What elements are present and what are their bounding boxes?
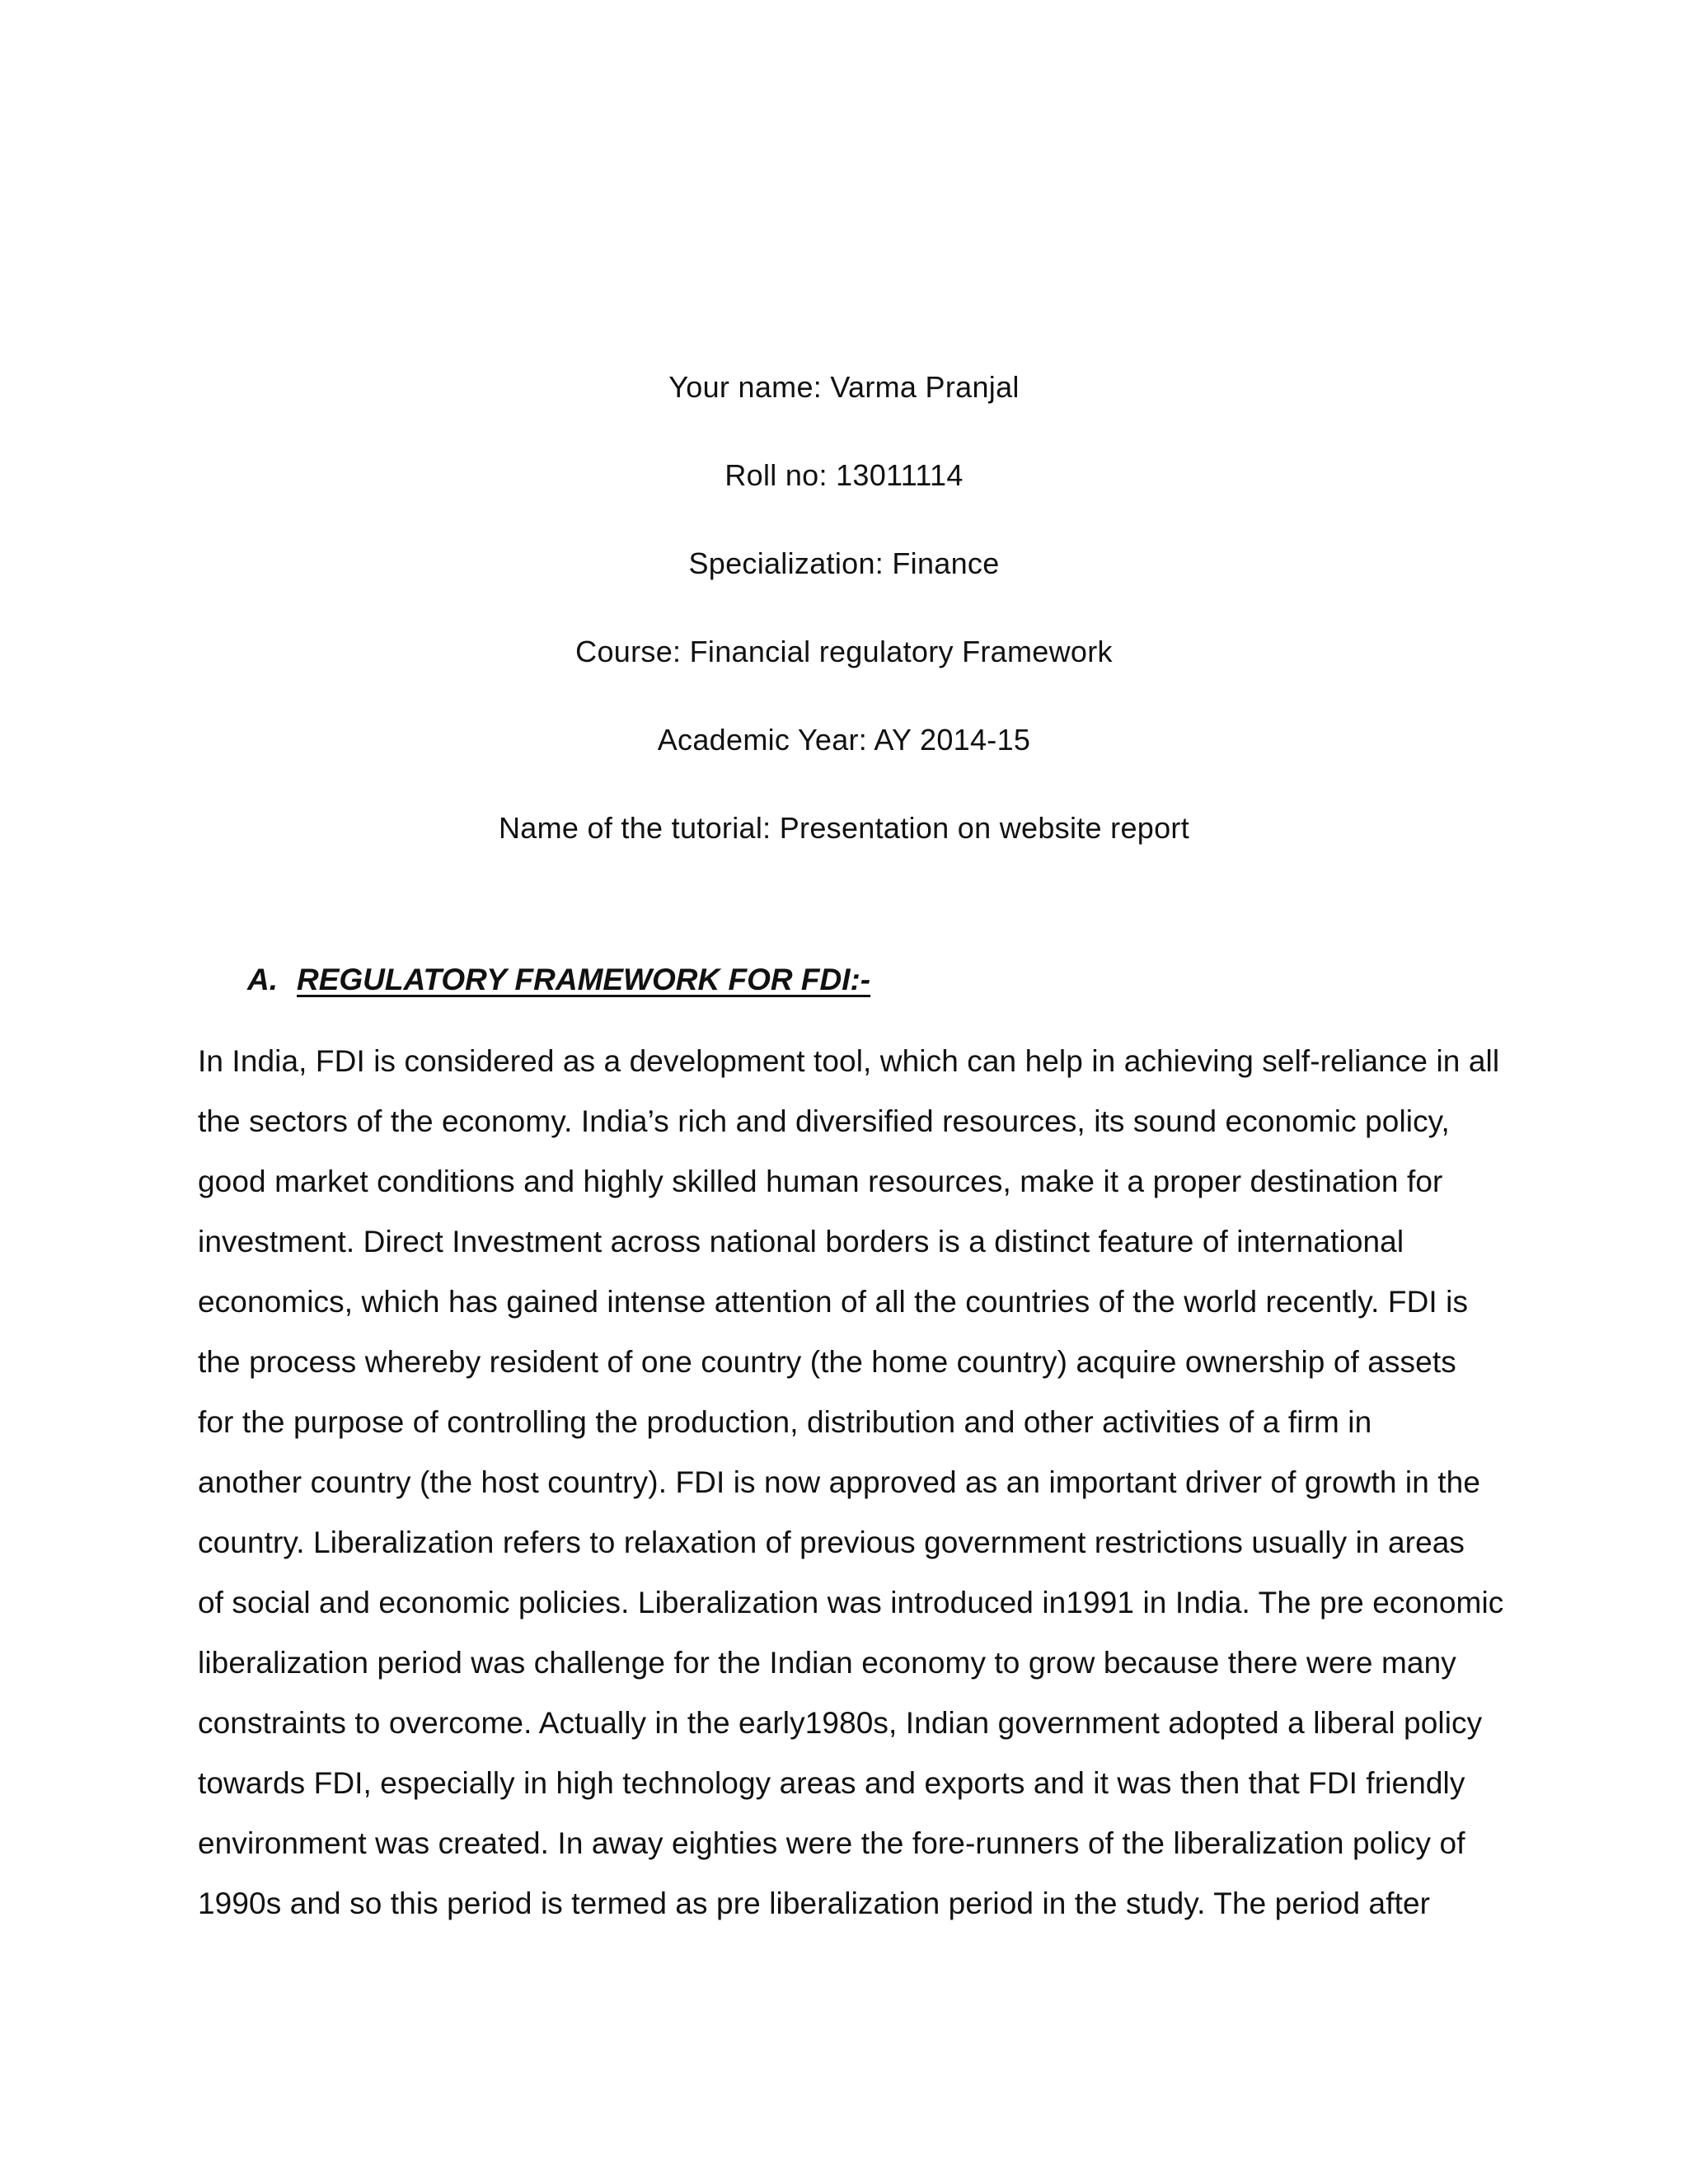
paragraph-line: for the purpose of controlling the production, distribution and other activities of a firm in bbox=[198, 1405, 1372, 1439]
course-name: Course: Financial regulatory Framework bbox=[575, 635, 1113, 668]
paragraph-line: the process whereby resident of one country (the home country) acquire ownership of assets bbox=[198, 1345, 1456, 1379]
paragraph-line: good market conditions and highly skilled human resources, make it a proper destination for bbox=[198, 1165, 1443, 1198]
section-heading bbox=[247, 963, 870, 997]
paragraph-line: towards FDI, especially in high technology areas and exports and it was then that FDI friendly bbox=[198, 1766, 1465, 1800]
paragraph-line: the sectors of the economy. India’s rich and diversified resources, its sound economic policy, bbox=[198, 1104, 1450, 1138]
specialization: Specialization: Finance bbox=[688, 546, 1000, 580]
tutorial-name: Name of the tutorial: Presentation on website report bbox=[498, 811, 1190, 845]
paragraph-line: 1990s and so this period is termed as pre liberalization period in the study. The period after bbox=[198, 1886, 1431, 1920]
paragraph-line: investment. Direct Investment across national borders is a distinct feature of international bbox=[198, 1225, 1404, 1258]
paragraph-line: environment was created. In away eighties were the fore-runners of the liberalization policy of bbox=[198, 1826, 1465, 1860]
title-block bbox=[0, 369, 1688, 898]
academic-year: Academic Year: AY 2014-15 bbox=[657, 723, 1031, 757]
student-name: Your name: Varma Pranjal bbox=[668, 370, 1020, 404]
paragraph-line: In India, FDI is considered as a development tool, which can help in achieving self-reliance in all bbox=[198, 1044, 1500, 1078]
paragraph-line: of social and economic policies. Liberalization was introduced in1991 in India. The pre economic bbox=[198, 1586, 1504, 1619]
paragraph-line: constraints to overcome. Actually in the early1980s, Indian government adopted a liberal policy bbox=[198, 1706, 1483, 1740]
paragraph-line: another country (the host country). FDI is now approved as an important driver of growth in the bbox=[198, 1465, 1481, 1499]
section-title: REGULATORY FRAMEWORK FOR FDI:- bbox=[297, 963, 871, 996]
paragraph-line: country. Liberalization refers to relaxation of previous government restrictions usually in areas bbox=[198, 1526, 1465, 1559]
paragraph-line: liberalization period was challenge for the Indian economy to grow because there were many bbox=[198, 1646, 1456, 1680]
section-letter: A. bbox=[247, 963, 278, 996]
roll-number: Roll no: 13011114 bbox=[724, 458, 964, 492]
body-paragraph bbox=[198, 1043, 1504, 1946]
paragraph-line: economics, which has gained intense attention of all the countries of the world recently. FDI is bbox=[198, 1285, 1469, 1319]
